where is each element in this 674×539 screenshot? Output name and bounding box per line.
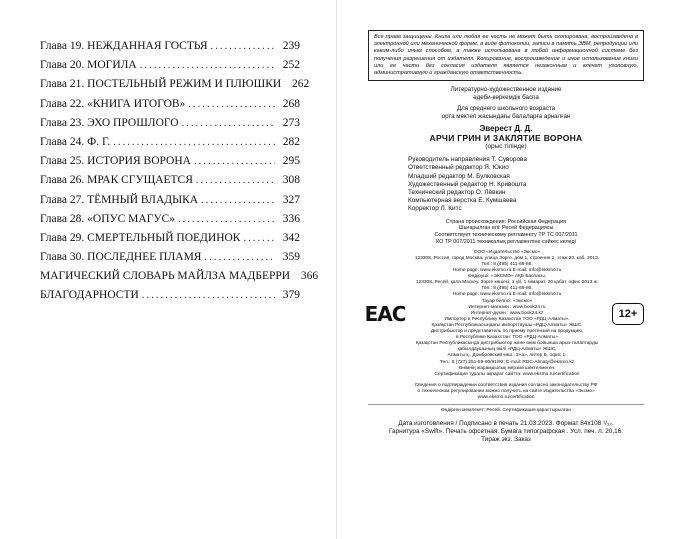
edition-info bbox=[368, 86, 644, 150]
certification-line: www.eksmo.ru/certification bbox=[477, 394, 535, 400]
certification-line: Сведения о подтверждении соответствия издания согласно законодательству РФ bbox=[414, 382, 598, 388]
regulation-2: КО ТР 007/2011 техникалық регламентіне сәйкес келеді bbox=[436, 239, 576, 246]
toc-entry bbox=[40, 289, 300, 308]
toc-entry bbox=[40, 98, 300, 117]
publisher-line: Алматы қ., Домбровский көш., 3«а», литер Б, офис 1. bbox=[447, 353, 567, 359]
toc-entry-page: 295 bbox=[282, 155, 300, 168]
publisher-line: Сертификация туралы ақпарат сайтта: www.eksmo.ru/certification bbox=[434, 371, 580, 377]
publisher-line: Тел.: 8 (495) 411-68-86. bbox=[481, 286, 533, 292]
publisher-line: Тауар белгісі: «Эксмо» bbox=[481, 298, 533, 304]
audience-kz: орта мектеп жасындағы балаларға арналған bbox=[441, 113, 571, 121]
toc-entry bbox=[40, 213, 300, 232]
certification-line: о техническом регулировании можно получить на сайте Издательства «Эксмо» bbox=[417, 388, 595, 394]
toc-leader-dots bbox=[196, 175, 275, 186]
toc-entry-page: 342 bbox=[282, 231, 300, 244]
publisher-line: Интернет-дүкен : www.book24.kz bbox=[470, 310, 544, 316]
credit-line: Корректор Л. Китс bbox=[408, 205, 462, 213]
credit-line: Младший редактор М. Булковская bbox=[408, 172, 510, 180]
publisher-line: қабылдаушының өкілі «РДЦ-Алматы» ЖШС, bbox=[457, 347, 557, 353]
toc-entry bbox=[40, 194, 300, 213]
publisher-line: Тел.: 8 (495) 411-68-86. bbox=[481, 262, 533, 268]
regulation-1: Соответствует техническому регламенту ТР ТС 007/2011 bbox=[434, 232, 578, 239]
publisher-line: Тел.: 8 (727) 251-59-90/91/92; E-mail: RDC-Almaty@eksmo.kz bbox=[439, 359, 575, 365]
publisher-line: Импортер в Республику Казахстан ТОО «РДЦ-Алматы». bbox=[444, 316, 570, 322]
audience-ru: Для среднего школьного возраста bbox=[456, 105, 556, 113]
publisher-line: 123308, Ресей, қала Мәскеу, Зорге көшесі, 1 үй, 1 ғимарат, 20 қабат, офис 2013 ж. bbox=[415, 280, 599, 286]
print-detail-line: Гарнитура «Swift». Печать офсетная. Бумага типографская . Усл. печ. л. 20,16. bbox=[388, 428, 624, 436]
toc-entry-title: Глава 25. ИСТОРИЯ ВОРОНА bbox=[40, 155, 191, 168]
print-detail-line: Дата изготовления / Подписано в печать 21.03.2023. Формат 84x108 ¹/₃₂. bbox=[398, 420, 614, 428]
toc-leader-dots bbox=[194, 156, 275, 167]
publisher-line: Интернет-магазин : www.book24.ru bbox=[468, 304, 546, 310]
origin-kz: Шығарылған елі: Ресей Федерациясы bbox=[458, 225, 554, 232]
toc-entry-page: 359 bbox=[282, 251, 300, 264]
toc-entry-title: Глава 26. МРАК СГУЩАЕТСЯ bbox=[40, 174, 193, 187]
toc-entry-page: 252 bbox=[282, 59, 300, 72]
genre-kz: әдеби-көркемдік баспа bbox=[473, 94, 539, 102]
book-title: АРЧИ ГРИН И ЗАКЛЯТИЕ ВОРОНА bbox=[429, 133, 583, 144]
divider bbox=[368, 404, 644, 405]
toc-leader-dots bbox=[178, 214, 275, 225]
toc-leader-dots bbox=[243, 233, 275, 244]
toc-leader-dots bbox=[140, 60, 275, 71]
toc-entry bbox=[40, 232, 300, 251]
toc-entry-page: 273 bbox=[282, 116, 300, 129]
toc-entry bbox=[40, 270, 319, 289]
origin-ru: Страна происхождения: Российская Федерация bbox=[445, 218, 567, 225]
toc-entry-title: Глава 30. ПОСЛЕДНЕЕ ПЛАМЯ bbox=[40, 251, 202, 264]
toc-leader-dots bbox=[113, 137, 275, 148]
toc-entry-page: 262 bbox=[291, 78, 310, 91]
certification-info bbox=[368, 383, 644, 401]
credits-list bbox=[408, 156, 644, 213]
toc-entry-title: БЛАГОДАРНОСТИ bbox=[40, 289, 139, 302]
toc-entry-title: Глава 20. МОГИЛА bbox=[40, 59, 137, 72]
publisher-line: ООО «Издательство «Эксмо» bbox=[473, 249, 541, 255]
toc-entry-page: 366 bbox=[300, 270, 319, 283]
toc-entry-title: Глава 23. ЭХО ПРОШЛОГО bbox=[40, 116, 179, 129]
toc-entry-title: МАГИЧЕСКИЙ СЛОВАРЬ МАЙЛЗА МАДБЕРРИ bbox=[40, 270, 291, 283]
imprint-page bbox=[364, 30, 644, 444]
toc-entry-page: 268 bbox=[282, 97, 300, 110]
toc-leader-dots bbox=[201, 195, 275, 206]
toc-leader-dots bbox=[142, 290, 275, 301]
publisher-line: Қазақстан Республикасындағы импорттаушы «РДЦ-Алматы» ЖШС. bbox=[431, 322, 583, 328]
toc-entry bbox=[40, 136, 300, 155]
toc-leader-dots bbox=[211, 41, 275, 52]
publisher-line: Өндіруші: «ЭКСМО» АҚБ Баспасы, bbox=[468, 274, 546, 280]
toc-entry-title: Глава 19. НЕЖДАННАЯ ГОСТЬЯ bbox=[40, 40, 208, 52]
publisher-section bbox=[364, 249, 644, 378]
toc-entry bbox=[40, 251, 300, 270]
publisher-line: в Республике Казахстан: ТОО «РДЦ-Алматы» bbox=[456, 335, 558, 341]
publisher-line: Home page: www.eksmo.ru E-mail: info@eksmo.ru bbox=[452, 292, 562, 298]
toc-entry-page: 308 bbox=[282, 174, 300, 187]
toc-entry-title: Глава 24. Ф. Г. bbox=[40, 135, 111, 148]
author-name: Эверест Д. Д. bbox=[479, 124, 533, 134]
made-in-note: Өндірген мемлекет: Ресей. Сертификация қарастырылған bbox=[440, 408, 572, 414]
publisher-line: Өнімнің жарамдылық мерзімі шектелмеген. bbox=[458, 365, 556, 371]
publisher-details bbox=[408, 250, 606, 378]
toc-entry-page: 282 bbox=[282, 135, 300, 148]
table-of-contents bbox=[40, 40, 319, 309]
toc-entry-title: Глава 29. СМЕРТЕЛЬНЫЙ ПОЕДИНОК bbox=[40, 231, 241, 244]
age-rating-badge: 12+ bbox=[612, 303, 644, 325]
toc-entry-title: Глава 27. ТЁМНЫЙ ВЛАДЫКА bbox=[40, 193, 199, 206]
page-gutter bbox=[336, 0, 337, 539]
origin-info bbox=[368, 219, 644, 246]
copyright-notice: Все права защищены. Книга или любая ее часть не может быть скопирована, воспроизведена в электронной или механической форме, в виде фотокопии, записи в память ЭВМ, репродукции или каким-либо иным способом, а также использована в любой информационной системе без получения разрешения от издателя. Копирование, воспроизведение и иное использование книги или ее части без согласия издателя является незаконным и влечет уголовную, административную и гражданскую ответственность. bbox=[368, 30, 644, 81]
print-details bbox=[368, 420, 644, 444]
toc-leader-dots bbox=[188, 99, 275, 110]
print-detail-line: Тираж экз. Заказ bbox=[481, 436, 531, 444]
publisher-line: 123308, Россия, город Москва, улица Зорге, дом 1, строение 1, этаж 20, каб. 2013. bbox=[414, 255, 600, 261]
language-note: (орыс тілінде) bbox=[485, 143, 527, 151]
toc-entry-title: Глава 28. «ОПУС МАГУС» bbox=[40, 212, 175, 225]
toc-entry bbox=[40, 174, 300, 193]
genre-ru: Литературно-художественное издание bbox=[450, 86, 562, 94]
toc-leader-dots bbox=[182, 118, 275, 129]
toc-entry-page: 327 bbox=[282, 193, 300, 206]
toc-entry-page: 239 bbox=[282, 40, 300, 52]
credit-line: Компьютерная верстка Е. Кумшаева bbox=[408, 197, 517, 205]
eac-mark-icon: ЕАС bbox=[364, 301, 406, 326]
toc-entry-title: Глава 21. ПОСТЕЛЬНЫЙ РЕЖИМ И ПЛЮШКИ bbox=[40, 78, 282, 91]
toc-entry bbox=[40, 40, 300, 59]
toc-entry bbox=[40, 155, 300, 174]
toc-entry bbox=[40, 59, 300, 78]
credit-line: Руководитель направления Т. Суворова bbox=[408, 156, 527, 164]
credit-line: Технический редактор О. Лёвкин bbox=[408, 189, 506, 197]
publisher-line: Home page: www.eksmo.ru E-mail: info@eksmo.ru bbox=[452, 268, 562, 274]
credit-line: Ответственный редактор Я. Юкио bbox=[408, 164, 509, 172]
toc-entry-page: 379 bbox=[282, 289, 300, 302]
credit-line: Художественный редактор Н. Кривошта bbox=[408, 180, 527, 188]
toc-entry bbox=[40, 117, 300, 136]
toc-entry bbox=[40, 78, 310, 97]
toc-leader-dots bbox=[204, 252, 275, 263]
publisher-line: Дистрибьютор и представитель по приему претензий на продукцию, bbox=[430, 329, 584, 335]
toc-entry-page: 336 bbox=[282, 212, 300, 225]
toc-entry-title: Глава 22. «КНИГА ИТОГОВ» bbox=[40, 97, 186, 110]
publisher-line: Қазақстан Республикасында дистрибьютор және өнім бойынша арыз-талаптарды bbox=[415, 341, 599, 347]
